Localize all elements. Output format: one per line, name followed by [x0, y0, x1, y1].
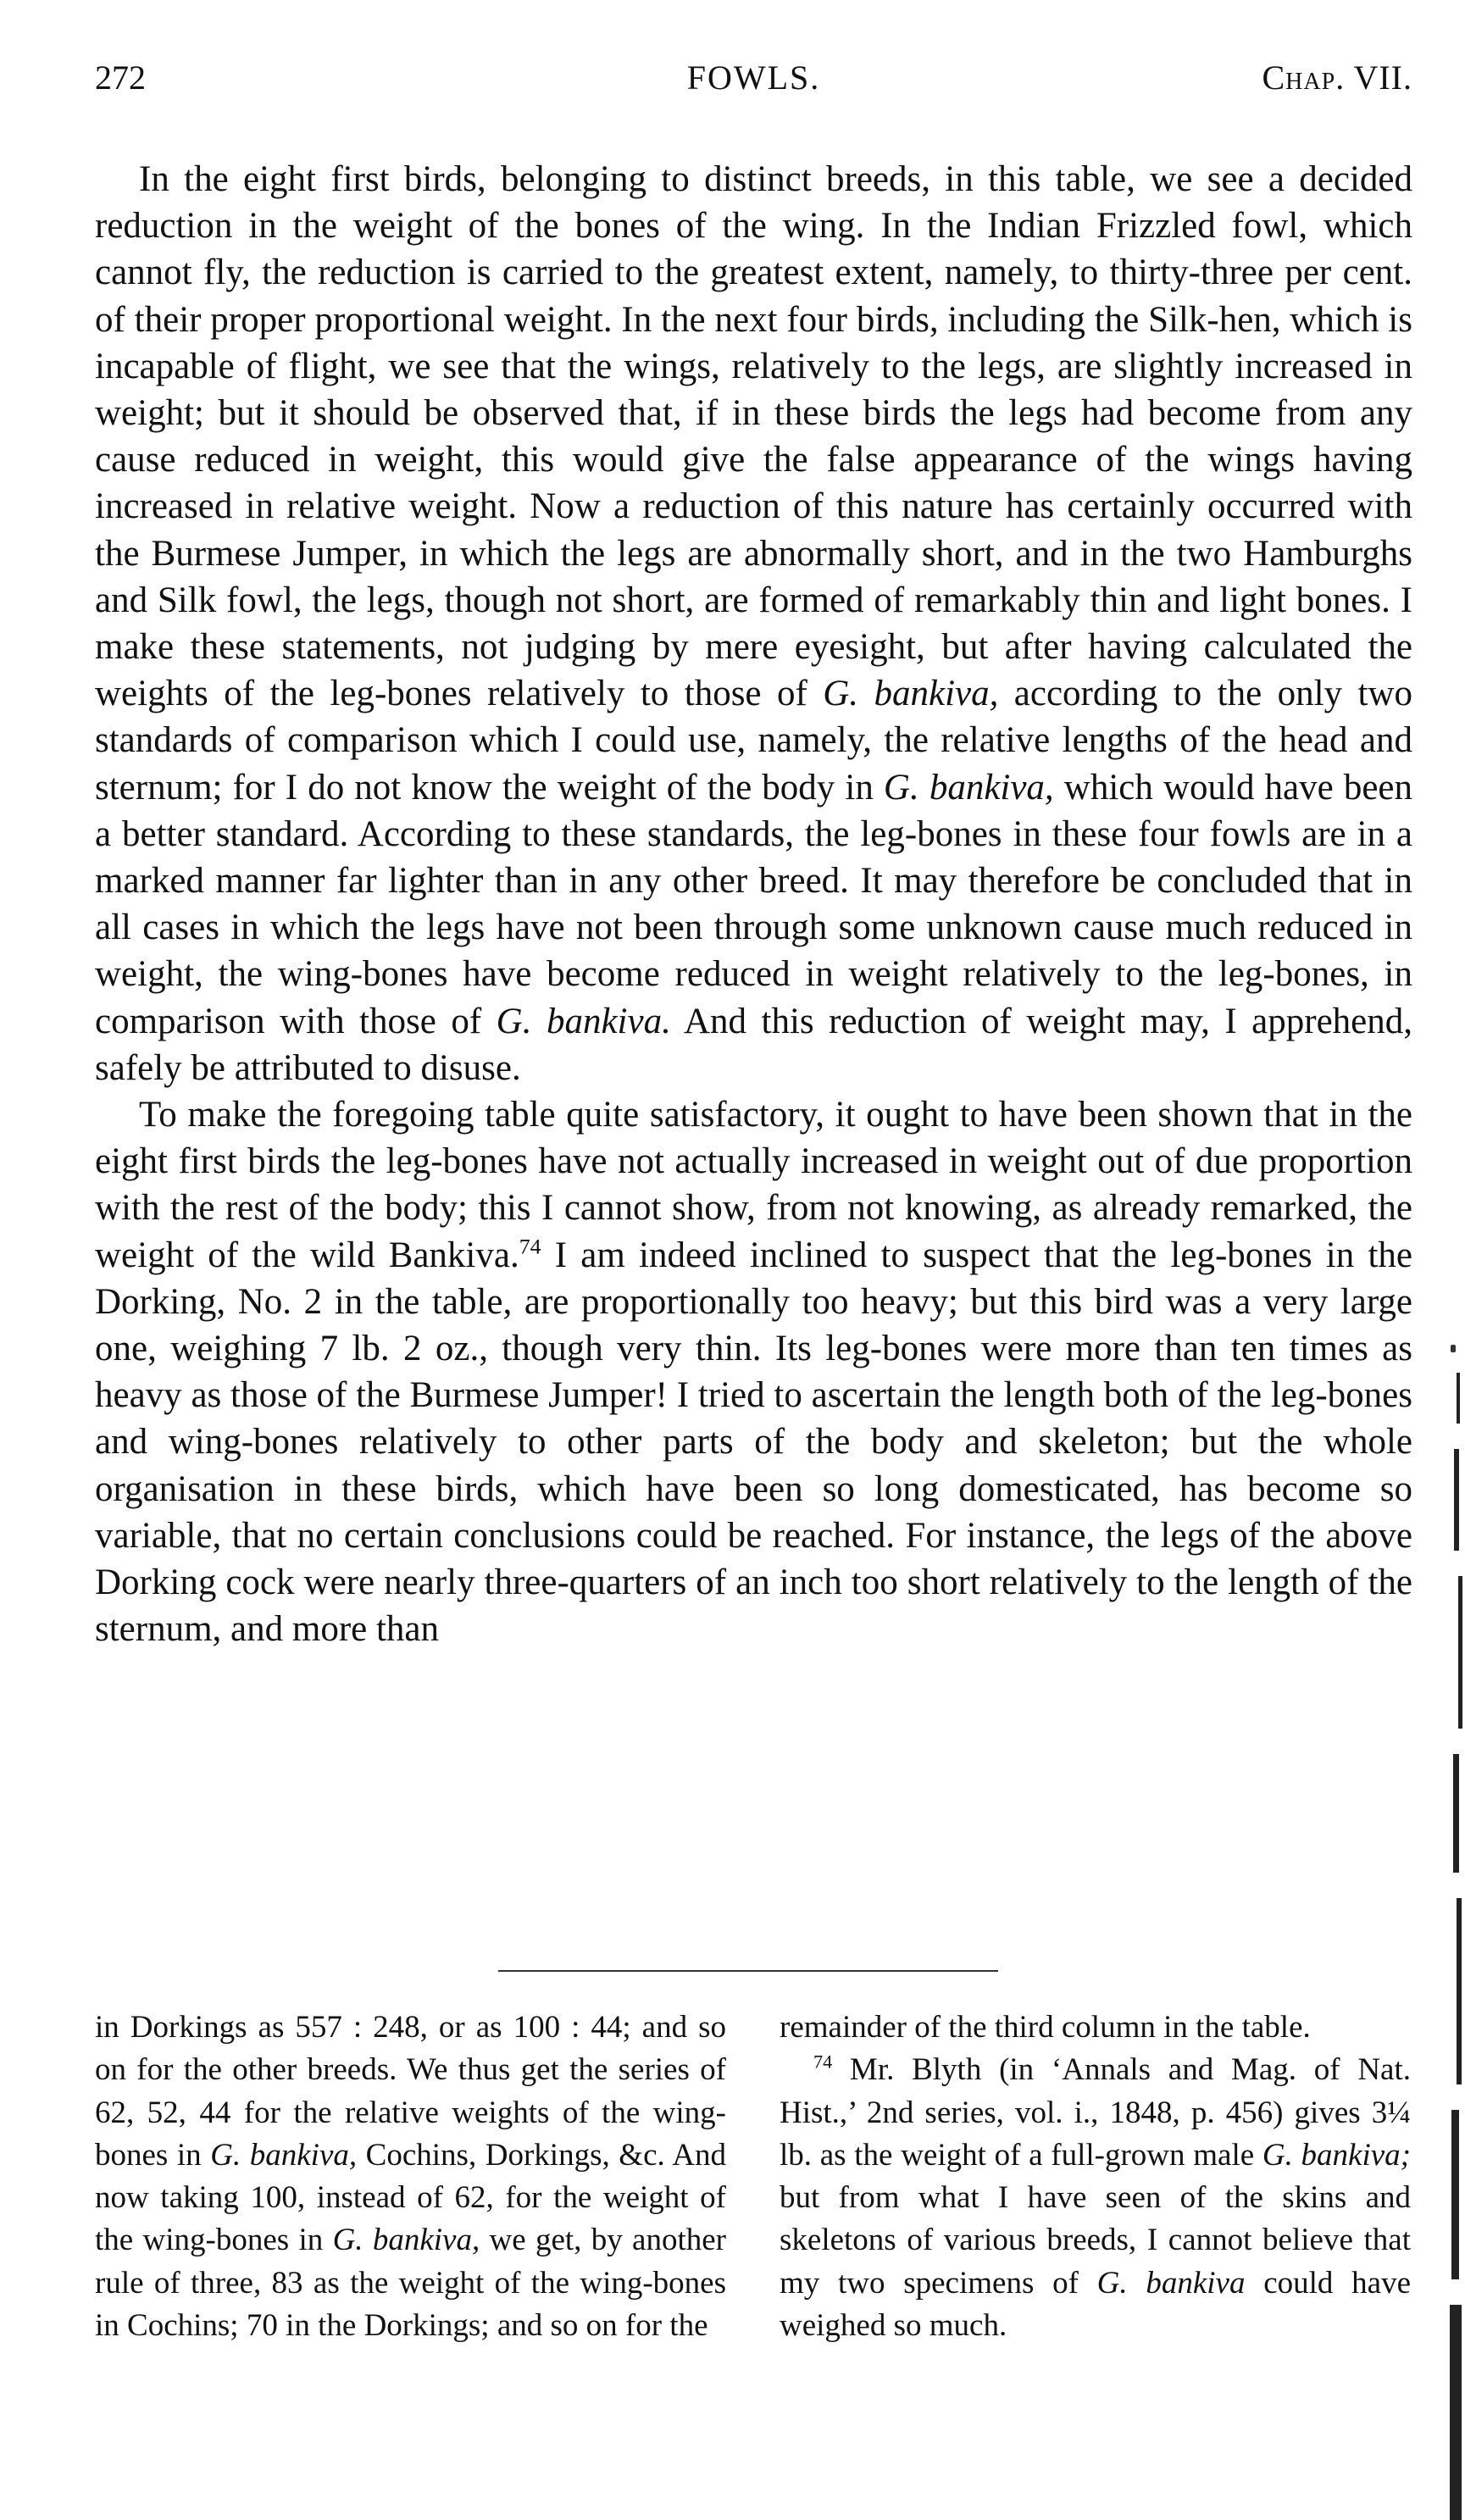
edge-mark — [1450, 2305, 1462, 2520]
species-name: G. bankiva, — [210, 2137, 358, 2173]
text-run: To make the foregoing table quite satisfactory, it ought to have been shown that in the eight first birds the leg-bones have not actually increased in weight out of due proportion with the rest of the body; this I cannot show, from not knowing, as already remarked, the weight of the wild Bankiva. — [95, 1095, 1412, 1275]
paragraph-2 — [95, 1091, 1412, 1652]
text-run: which would have been a better standard. According to these standards, the leg-bones in these four fowls are in a marked manner far lighter than in any other breed. It may therefore be concluded that in all cases in which the legs have not been through some unknown cause much reduced in weight, the wing-bones have become reduced in weight relatively to the leg-bones, in comparison with those of — [95, 767, 1412, 1041]
footnote-ref-74: 74 — [519, 1234, 541, 1259]
species-name: G. bankiva, — [883, 767, 1054, 808]
footnote-continuation-end: remainder of the third column in the table. — [780, 2010, 1311, 2045]
paragraph-1 — [95, 156, 1412, 1091]
footnote-divider — [498, 1970, 998, 1972]
text-run: Cochins, Dorkings, &c. And now taking 100, instead of 62, for the weight of the wing-bones in — [95, 2137, 726, 2258]
text-run: in Dorkings as 557 : 248, or as 100 : 44; and so on for the other breeds. We thus get the series of 62, 52, 44 for the relative weights of the wing-bones in — [95, 2010, 726, 2173]
edge-mark — [1458, 1576, 1462, 1729]
footnote-number: 74 — [813, 2051, 833, 2073]
footnote-74 — [780, 2049, 1411, 2347]
text-run: we get, by another rule of three, 83 as the weight of the wing-bones in Cochins; 70 in the Dorkings; and so on for the — [95, 2223, 726, 2344]
edge-mark — [1451, 2110, 1459, 2279]
page-number: 272 — [95, 58, 146, 97]
chapter-label: Chap. VII. — [1262, 58, 1412, 97]
species-name: G. bankiva — [1096, 2265, 1246, 2301]
text-run: And this reduction of weight may, I apprehend, safely be attributed to disuse. — [95, 1001, 1412, 1088]
text-run: could have weighed so much. — [780, 2265, 1411, 2344]
text-run: In the eight first birds, belonging to distinct breeds, in this table, we see a decided reduction in the weight of the bones of the wing. In the Indian Frizzled fowl, which cannot fly, the reduction is carried to the greatest extent, namely, to thirty-three per cent. of their proper proportional weight. In the next four birds, including the Silk-hen, which is incapable of flight, we see that the wings, relatively to the legs, are slightly increased in weight; but it should be observed that, if in these birds the legs had become from any cause reduced in weight, this would give the false appearance of the wings having increased in relative weight. Now a reduction of this nature has certainly occurred with the Burmese Jumper, in which the legs are abnormally short, and in the two Hamburghs and Silk fowl, the legs, though not short, are formed of remarkably thin and light bones. I make these statements, not judging by mere eyesight, but after having calculated the weights of the leg-bones relatively to those of — [95, 159, 1412, 714]
species-name: G. bankiva, — [823, 674, 999, 714]
scan-edge-shadow — [1446, 1373, 1465, 2520]
running-title: FOWLS. — [686, 58, 821, 97]
footnote-continuation — [95, 2007, 726, 2347]
text-run: according to the only two standards of comparison which I could use, namely, the relative lengths of the head and sternum; for I do not know the weight of the body in — [95, 674, 1413, 808]
edge-mark — [1453, 1754, 1459, 1873]
main-text — [95, 156, 1412, 1653]
edge-mark — [1457, 1373, 1460, 1424]
species-name: G. bankiva. — [496, 1001, 671, 1041]
footnote-column-right — [780, 2007, 1411, 2347]
running-head — [95, 53, 1412, 103]
edge-mark — [1454, 1449, 1459, 1551]
species-name: G. bankiva; — [1262, 2137, 1411, 2173]
text-run: Mr. Blyth (in ‘Annals and Mag. of Nat. Hist.,’ 2nd series, vol. i., 1848, p. 456) gives 3¼ lb. as the weight of a full-grown male — [780, 2052, 1411, 2173]
footnote-column-left — [95, 2007, 726, 2347]
edge-mark — [1457, 1898, 1462, 2084]
text-run: but from what I have seen of the skins and skeletons of various breeds, I cannot believe that my two specimens of — [780, 2180, 1411, 2301]
ink-speck — [1451, 1345, 1456, 1352]
text-run: I am indeed inclined to suspect that the leg-bones in the Dorking, No. 2 in the table, are proportionally too heavy; but this bird was a very large one, weighing 7 lb. 2 oz., though very thin. Its leg-bones were more than ten times as heavy as those of the Burmese Jumper! I tried to ascertain the length both of the leg-bones and wing-bones relatively to other parts of the body and skeleton; but the whole organisation in these birds, which have been so long domesticated, has become so variable, that no certain conclusions could be reached. For instance, the legs of the above Dorking cock were nearly three-quarters of an inch too short relatively to the length of the sternum, and more than — [95, 1235, 1412, 1650]
species-name: G. bankiva, — [332, 2223, 480, 2258]
